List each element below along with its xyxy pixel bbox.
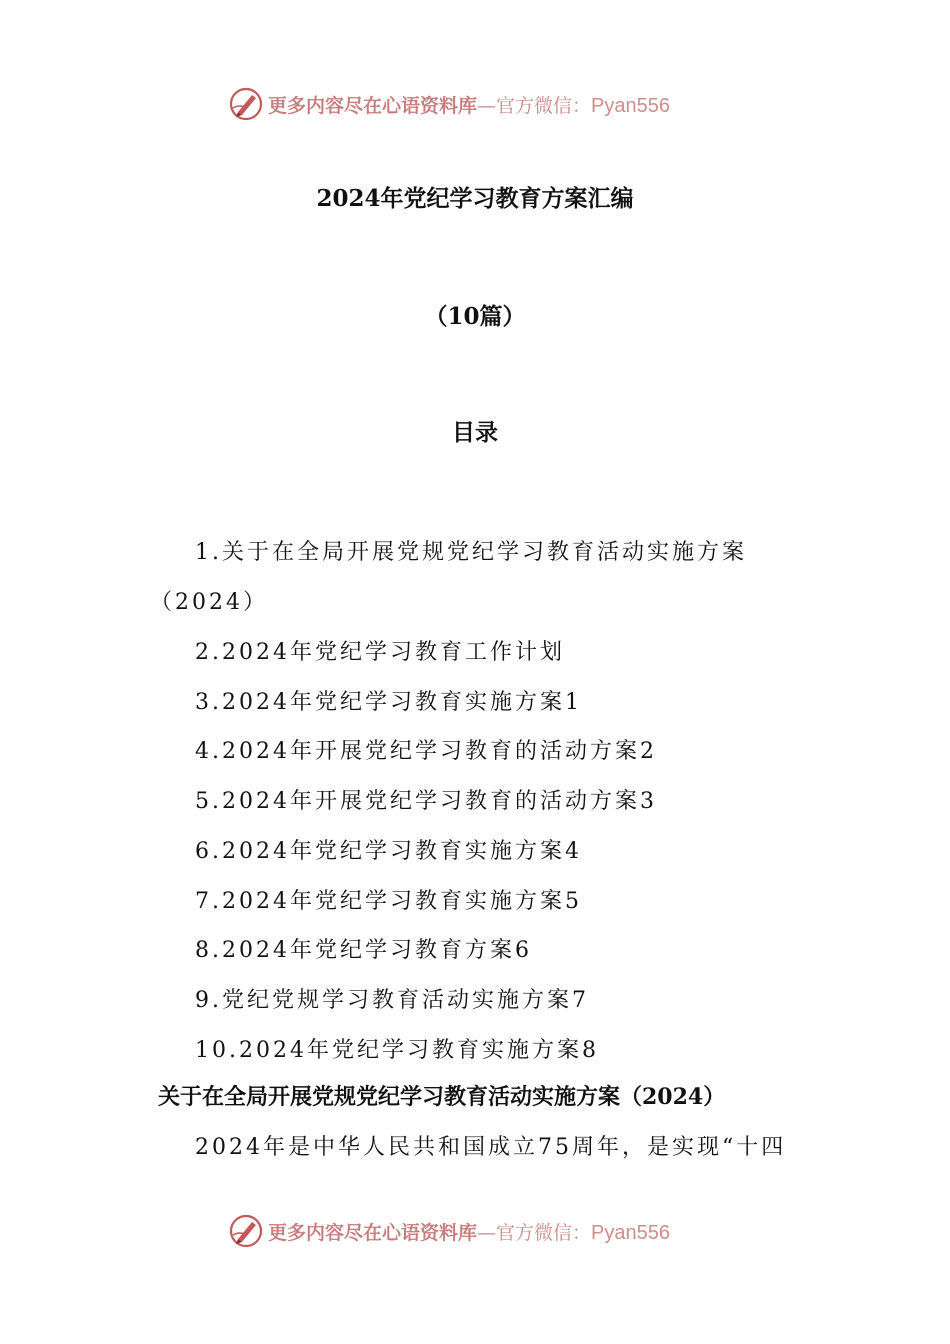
document-title: 2024年党纪学习教育方案汇编 xyxy=(316,185,634,212)
watermark-main: 更多内容尽在心语资料库 xyxy=(268,1221,478,1244)
watermark-main: 更多内容尽在心语资料库 xyxy=(268,94,478,117)
toc-item-9: 9.党纪党规学习教育活动实施方案7 xyxy=(195,988,589,1013)
toc-item-6: 6.2024年党纪学习教育实施方案4 xyxy=(195,839,582,864)
toc-item-1-line-2: （2024） xyxy=(150,590,268,615)
document-subtitle: （10篇） xyxy=(424,303,526,330)
header-watermark xyxy=(228,84,670,124)
toc-item-8: 8.2024年党纪学习教育方案6 xyxy=(195,938,532,963)
footer-watermark xyxy=(228,1211,670,1251)
toc-item-10: 10.2024年党纪学习教育实施方案8 xyxy=(195,1038,599,1063)
toc-item-2: 2.2024年党纪学习教育工作计划 xyxy=(195,640,565,665)
toc-item-3: 3.2024年党纪学习教育实施方案1 xyxy=(195,690,582,715)
watermark-official: 官方微信： xyxy=(496,1221,592,1244)
watermark-id: Pyan556 xyxy=(591,1221,670,1244)
watermark-dash: — xyxy=(477,1221,497,1244)
toc-heading: 目录 xyxy=(452,419,498,446)
pen-logo-icon xyxy=(228,86,264,122)
pen-logo-icon xyxy=(228,1213,264,1249)
toc-item-4: 4.2024年开展党纪学习教育的活动方案2 xyxy=(195,739,657,764)
toc-item-1-line-1: 1.关于在全局开展党规党纪学习教育活动实施方案 xyxy=(195,540,747,565)
watermark-text xyxy=(268,91,670,118)
section-heading: 关于在全局开展党规党纪学习教育活动实施方案（2024） xyxy=(158,1084,726,1110)
toc-item-7: 7.2024年党纪学习教育实施方案5 xyxy=(195,889,582,914)
watermark-official: 官方微信： xyxy=(496,94,592,117)
watermark-text xyxy=(268,1218,670,1245)
body-paragraph: 2024年是中华人民共和国成立75周年，是实现“十四 xyxy=(195,1135,787,1160)
watermark-id: Pyan556 xyxy=(591,94,670,117)
watermark-dash: — xyxy=(477,94,497,117)
toc-item-5: 5.2024年开展党纪学习教育的活动方案3 xyxy=(195,789,657,814)
